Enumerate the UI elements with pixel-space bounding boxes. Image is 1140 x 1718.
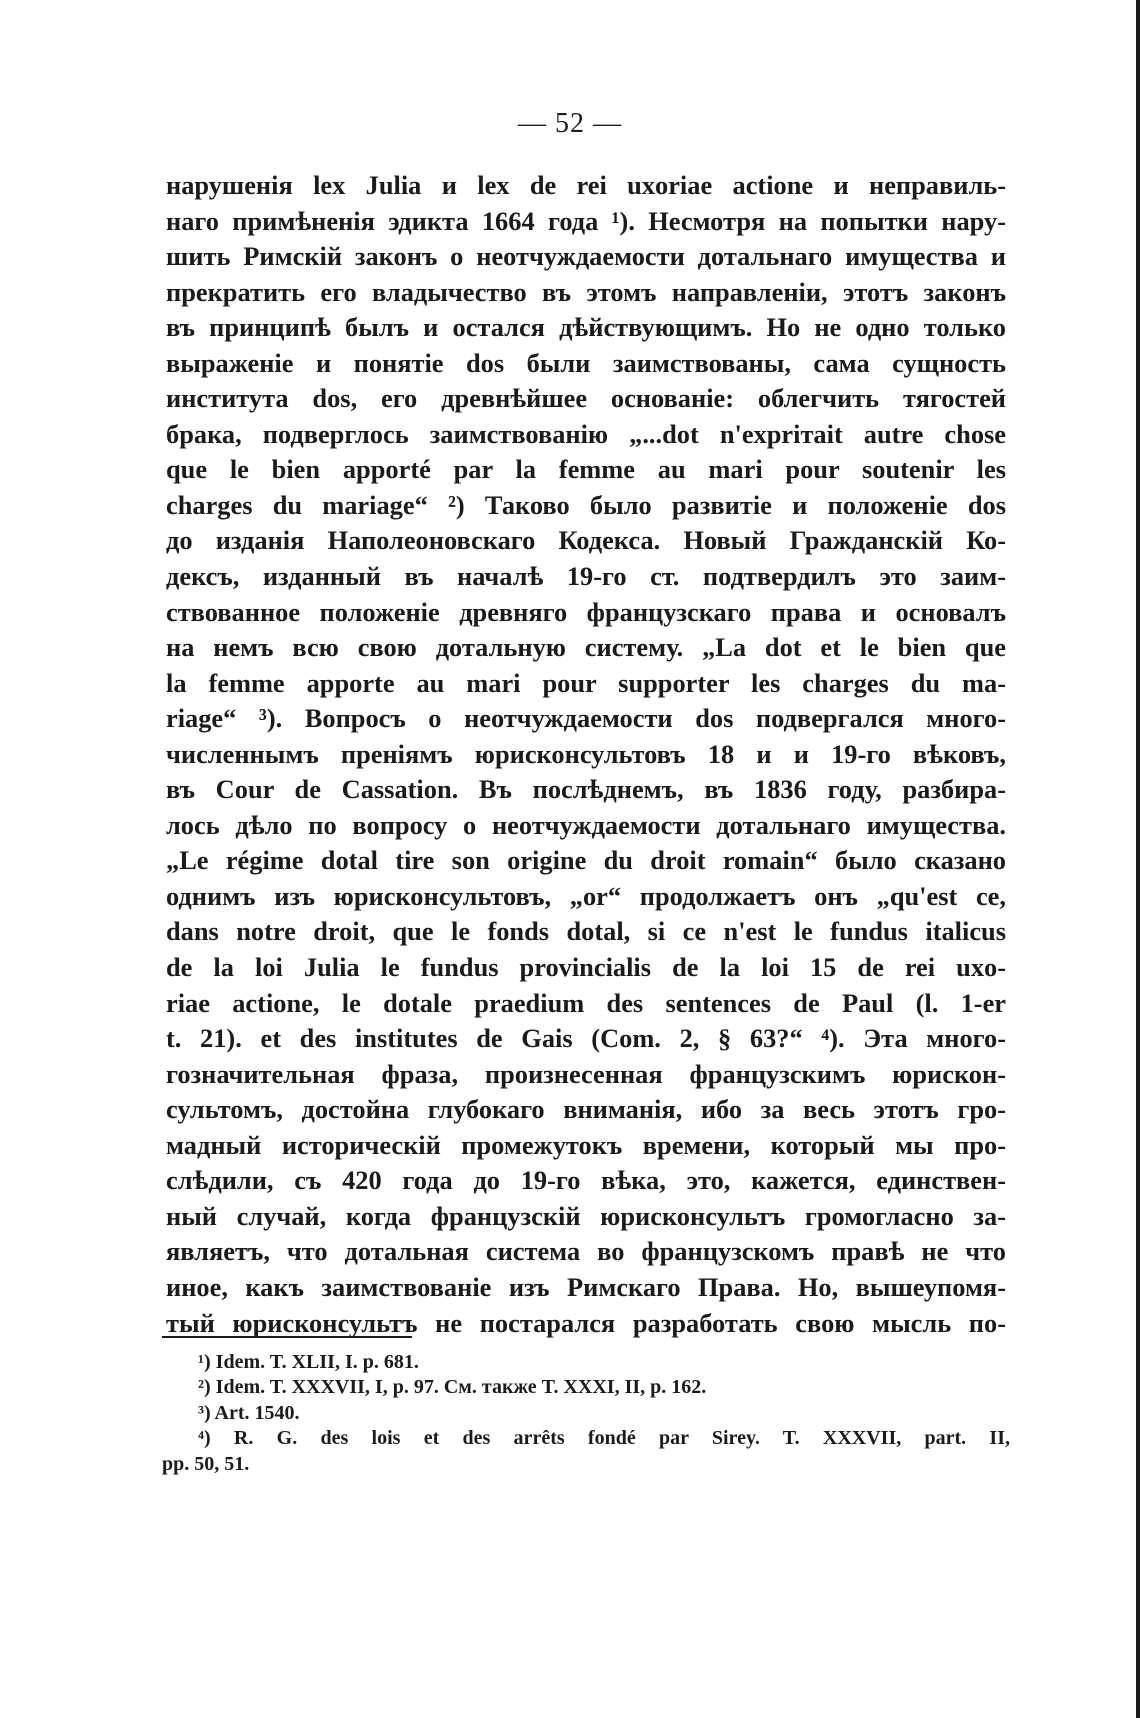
body-line: до изданія Наполеоновскаго Кодекса. Новый Гражданскій Ко- <box>166 525 1006 556</box>
body-line: dans notre droit, que le fonds dotal, si ce n'est le fundus italicus <box>166 916 1006 947</box>
body-text <box>166 168 1006 1341</box>
body-line: гозначительная фраза, произнесенная французскимъ юрискон- <box>166 1058 1006 1089</box>
body-line: слѣдили, съ 420 года до 19-го вѣка, это, кажется, единствен- <box>166 1165 1006 1196</box>
body-line: ствованное положеніе древняго французскаго права и основалъ <box>166 596 1006 627</box>
body-line: въ принципѣ былъ и остался дѣйствующимъ. Но не одно только <box>166 312 1006 343</box>
body-line: riage“ ³). Вопросъ о неотчуждаемости dos подвергался много- <box>166 703 1006 734</box>
body-line: сультомъ, достойна глубокаго вниманія, ибо за весь этотъ гро- <box>166 1094 1006 1125</box>
body-line: la femme apporte au mari pour supporter les charges du ma- <box>166 667 1006 698</box>
body-line: численнымъ преніямъ юрисконсультовъ 18 и и 19-го вѣковъ, <box>166 738 1006 769</box>
body-line: наго примѣненія эдикта 1664 года ¹). Несмотря на попытки нару- <box>166 205 1006 236</box>
body-line: дексъ, изданный въ началѣ 19-го ст. подтвердилъ это заим- <box>166 561 1006 592</box>
body-line: иное, какъ заимствованіе изъ Римскаго Права. Но, вышеупомя- <box>166 1271 1006 1302</box>
footnote-1: ¹) Idem. T. XLII, I. p. 681. <box>198 1351 419 1373</box>
body-line: нарушенія lex Julia и lex de rei uxoriae actione и неправиль- <box>166 170 1006 200</box>
body-line: ный случай, когда французскій юрисконсультъ громогласно за- <box>166 1200 1006 1231</box>
body-line: t. 21). et des institutes de Gais (Com. 2, § 63?“ ⁴). Эта много- <box>166 1023 1006 1054</box>
body-line: брака, подверглось заимствованію „...dot n'exprітait autre chose <box>166 418 1006 449</box>
body-line: выраженіе и понятіе dos были заимствованы, сама сущность <box>166 347 1006 378</box>
footnote-3: ³) Art. 1540. <box>198 1401 300 1424</box>
body-line: въ Cour de Cassation. Въ послѣднемъ, въ 1836 году, разбира- <box>166 774 1006 805</box>
body-line: института dos, его древнѣйшее основаніе: облегчить тягостей <box>166 383 1006 414</box>
body-line: тый юрисконсультъ не постарался разработать свою мысль по- <box>166 1307 1006 1338</box>
footnote-2: ²) Idem. T. XXXVII, I, p. 97. См. также T. XXXI, II, p. 162. <box>198 1376 707 1399</box>
page-edge-shadow <box>1136 0 1140 1718</box>
body-line: являетъ, что дотальная система во французскомъ правѣ не что <box>166 1236 1006 1267</box>
footnote-4: ⁴) R. G. des lois et des arrêts fondé par Sirey. T. XXXVII, part. II, <box>198 1427 1010 1450</box>
body-line: que le bien apporté par la femme au mari pour soutenir les <box>166 454 1006 485</box>
body-line: riae actione, le dotale praedium des sentences de Paul (l. 1-er <box>166 987 1006 1018</box>
footnotes <box>162 1350 1010 1477</box>
body-line: мадный историческій промежутокъ времени, который мы про- <box>166 1129 1006 1160</box>
body-line: charges du mariage“ ²) Таково было развитіе и положеніе dos <box>166 489 1006 520</box>
body-line: однимъ изъ юрисконсультовъ, „or“ продолжаетъ онъ „qu'est ce, <box>166 880 1006 911</box>
body-line: лось дѣло по вопросу о неотчуждаемости дотальнаго имущества. <box>166 809 1006 840</box>
body-line: de la loi Julia le fundus provincialis de la loi 15 de rei uxo- <box>166 952 1006 983</box>
footnote-4-continuation: pp. 50, 51. <box>162 1452 250 1475</box>
body-line: шить Римскій законъ о неотчуждаемости дотальнаго имущества и <box>166 241 1006 272</box>
page-number: — 52 — <box>518 108 622 139</box>
body-line: на немъ всю свою дотальную систему. „La dot et le bien que <box>166 632 1006 663</box>
body-line: прекратить его владычество въ этомъ направленіи, этотъ законъ <box>166 276 1006 307</box>
footnote-rule <box>162 1336 412 1338</box>
body-line: „Le régime dotal tire son origine du droit romain“ было сказано <box>166 845 1006 876</box>
